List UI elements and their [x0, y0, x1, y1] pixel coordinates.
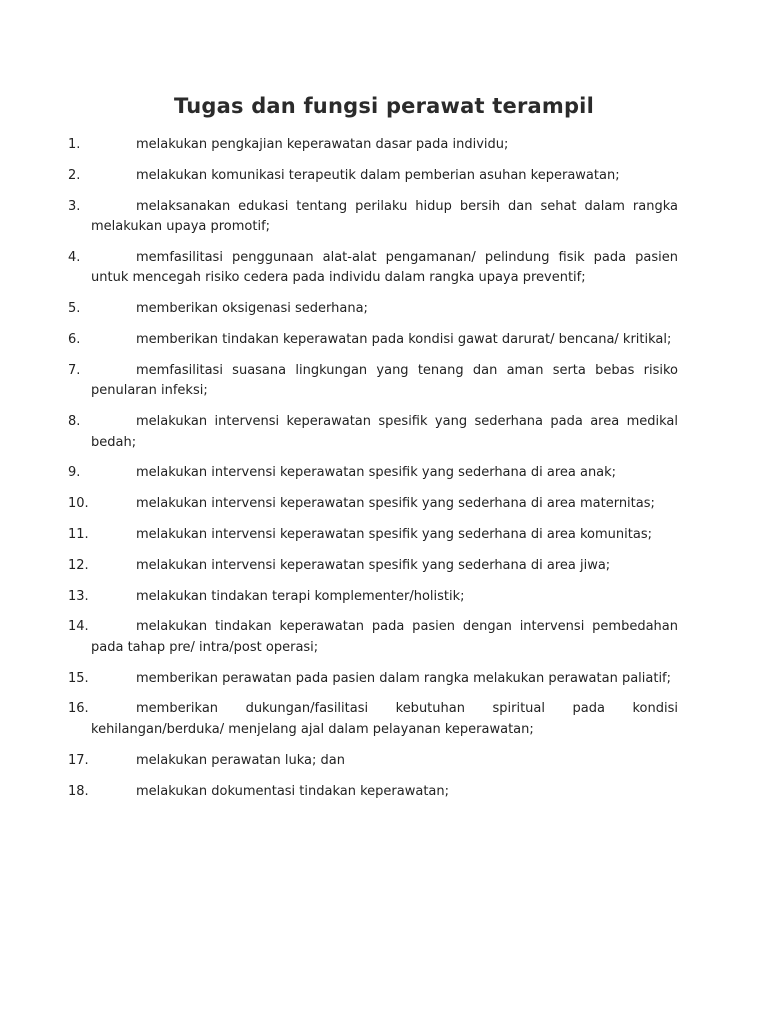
item-text: melakukan pengkajian keperawatan dasar pada individu; [136, 137, 509, 152]
list-item [68, 463, 678, 484]
list-item [68, 248, 678, 289]
item-text: memberikan dukungan/fasilitasi kebutuhan spiritual pada kondisi kehilangan/berduka/ menjelang ajal dalam pelayanan keperawatan; [91, 701, 678, 737]
item-text: melakukan perawatan luka; dan [136, 752, 345, 768]
item-text: melakukan komunikasi terapeutik dalam pemberian asuhan keperawatan; [136, 167, 620, 183]
item-text: melakukan intervensi keperawatan spesifik yang sederhana di area maternitas; [136, 496, 655, 512]
list-item [68, 166, 678, 187]
item-number: 10. [68, 496, 89, 512]
list-item [68, 494, 678, 515]
item-number: 1. [68, 137, 81, 152]
item-number: 14. [68, 619, 89, 635]
item-text: melakukan intervensi keperawatan spesifik yang sederhana di area komunitas; [136, 526, 652, 542]
list-item [68, 525, 678, 546]
item-number: 9. [68, 465, 81, 481]
item-text: memberikan oksigenasi sederhana; [136, 301, 368, 317]
item-text: melaksanakan edukasi tentang perilaku hidup bersih dan sehat dalam rangka melakukan upaya promotif; [91, 198, 678, 235]
list-item [68, 299, 678, 320]
item-number: 18. [68, 783, 89, 799]
document-title: Tugas dan fungsi perawat terampil [174, 94, 594, 118]
item-number: 12. [68, 557, 89, 573]
list-item [68, 617, 678, 658]
list-item [68, 135, 678, 156]
list-item [68, 587, 678, 608]
item-text: memfasilitasi suasana lingkungan yang tenang dan aman serta bebas risiko penularan infeksi; [91, 362, 678, 399]
list-item [68, 699, 678, 740]
item-number: 7. [68, 362, 81, 378]
item-number: 16. [68, 701, 89, 717]
item-number: 5. [68, 301, 81, 317]
item-number: 11. [68, 526, 89, 542]
item-number: 4. [68, 249, 81, 265]
item-text: melakukan tindakan terapi komplementer/holistik; [136, 588, 465, 604]
item-text: melakukan tindakan keperawatan pada pasien dengan intervensi pembedahan pada tahap pre/ intra/post operasi; [91, 619, 678, 655]
item-number: 8. [68, 414, 81, 430]
list-item [68, 782, 678, 803]
item-number: 17. [68, 752, 89, 768]
item-text: memfasilitasi penggunaan alat-alat pengamanan/ pelindung fisik pada pasien untuk mencegah risiko cedera pada individu dalam rangka upaya preventif; [91, 249, 678, 286]
list-item [68, 330, 678, 351]
item-text: melakukan intervensi keperawatan spesifik yang sederhana di area jiwa; [136, 557, 611, 573]
list-item [68, 556, 678, 577]
item-number: 6. [68, 331, 81, 347]
item-text: melakukan intervensi keperawatan spesifik yang sederhana di area anak; [136, 465, 617, 481]
list-item [68, 751, 678, 772]
item-text: memberikan tindakan keperawatan pada kondisi gawat darurat/ bencana/ kritikal; [136, 331, 672, 347]
item-number: 13. [68, 588, 89, 604]
list-item [68, 197, 678, 238]
item-number: 3. [68, 198, 81, 214]
item-text: memberikan perawatan pada pasien dalam rangka melakukan perawatan paliatif; [136, 670, 672, 686]
item-text: melakukan dokumentasi tindakan keperawatan; [136, 783, 450, 799]
list-item [68, 361, 678, 402]
item-number: 2. [68, 167, 81, 183]
list-item [68, 669, 678, 690]
item-text: melakukan intervensi keperawatan spesifik yang sederhana pada area medikal bedah; [91, 414, 678, 450]
item-number: 15. [68, 670, 89, 686]
duties-list [68, 135, 678, 812]
list-item [68, 412, 678, 453]
